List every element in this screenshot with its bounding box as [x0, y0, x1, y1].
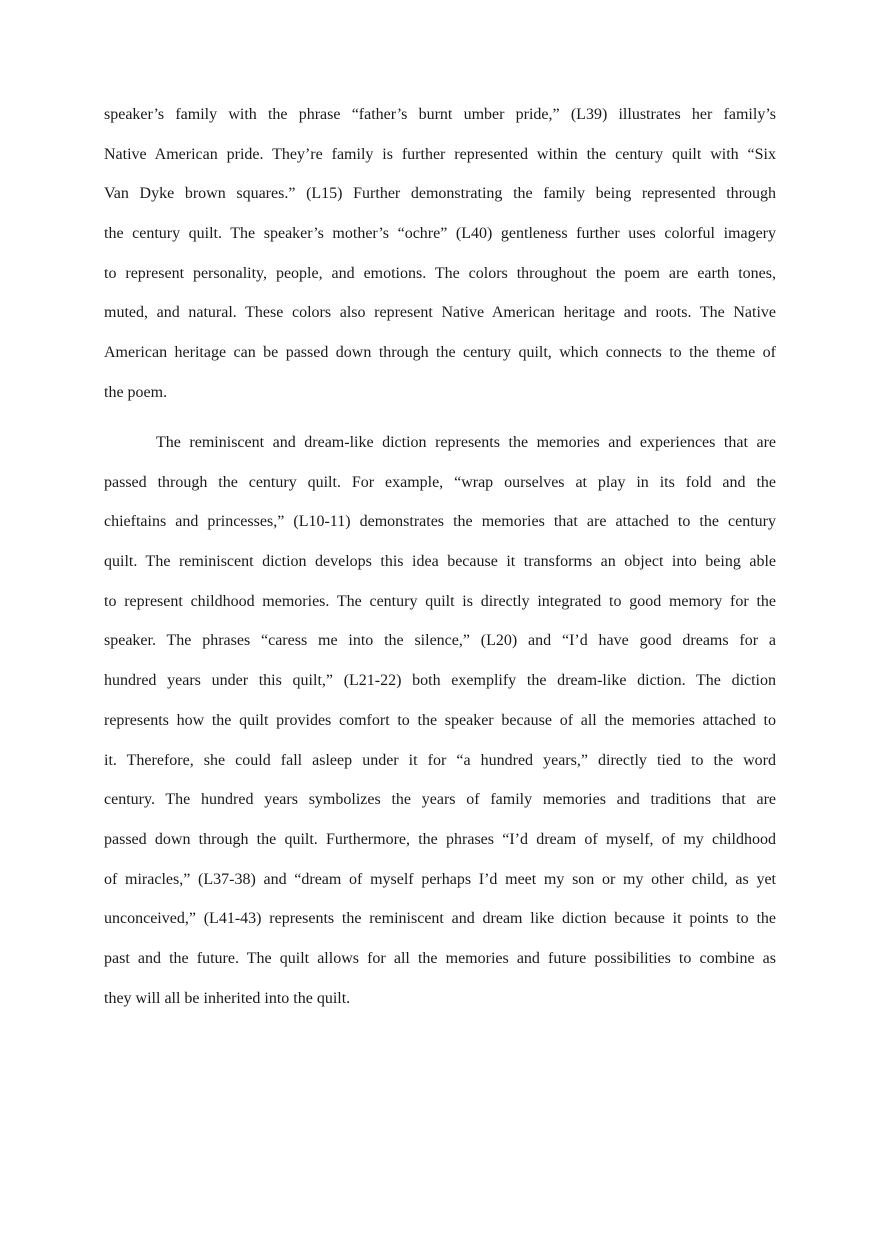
paragraph-line: passed through the century quilt. For example, “wrap ourselves at play in its fold and the	[104, 473, 776, 491]
paragraph-line: of miracles,” (L37-38) and “dream of myself perhaps I’d meet my son or my other child, as yet	[104, 870, 776, 888]
paragraph-line: American heritage can be passed down through the century quilt, which connects to the theme of	[104, 344, 776, 362]
paragraph-line: Van Dyke brown squares.” (L15) Further demonstrating the family being represented through	[104, 185, 776, 203]
paragraph-line: the poem.	[104, 383, 168, 401]
paragraph-line: the century quilt. The speaker’s mother’s “ochre” (L40) gentleness further uses colorful imagery	[104, 225, 776, 243]
paragraph-line: quilt. The reminiscent diction develops this idea because it transforms an object into being able	[104, 553, 776, 571]
paragraph-line: Native American pride. They’re family is further represented within the century quilt with “Six	[104, 145, 776, 163]
paragraph-line: they will all be inherited into the quilt.	[104, 989, 351, 1007]
paragraph-line: The reminiscent and dream-like diction represents the memories and experiences that are	[156, 434, 776, 451]
paragraph-line: unconceived,” (L41-43) represents the reminiscent and dream like diction because it points to the	[104, 910, 776, 928]
paragraph-line: muted, and natural. These colors also represent Native American heritage and roots. The Native	[104, 304, 776, 322]
paragraph-line: past and the future. The quilt allows for all the memories and future possibilities to combine as	[104, 949, 776, 967]
paragraph-line: speaker’s family with the phrase “father’s burnt umber pride,” (L39) illustrates her family’s	[104, 106, 776, 123]
paragraph-1	[104, 95, 776, 413]
paragraph-line: century. The hundred years symbolizes the years of family memories and traditions that are	[104, 791, 776, 809]
paragraph-line: represents how the quilt provides comfort to the speaker because of all the memories attached to	[104, 711, 776, 729]
paragraph-line: hundred years under this quilt,” (L21-22) both exemplify the dream-like diction. The diction	[104, 672, 776, 690]
paragraph-line: passed down through the quilt. Furthermore, the phrases “I’d dream of myself, of my childhood	[104, 830, 776, 848]
paragraph-line: chieftains and princesses,” (L10-11) demonstrates the memories that are attached to the century	[104, 513, 776, 531]
paragraph-2	[104, 423, 776, 1018]
paragraph-line: to represent childhood memories. The century quilt is directly integrated to good memory for the	[104, 592, 776, 610]
paragraph-line: speaker. The phrases “caress me into the silence,” (L20) and “I’d have good dreams for a	[104, 632, 776, 650]
paragraph-line: to represent personality, people, and emotions. The colors throughout the poem are earth tones,	[104, 264, 776, 282]
paragraph-line: it. Therefore, she could fall asleep under it for “a hundred years,” directly tied to the word	[104, 751, 776, 769]
